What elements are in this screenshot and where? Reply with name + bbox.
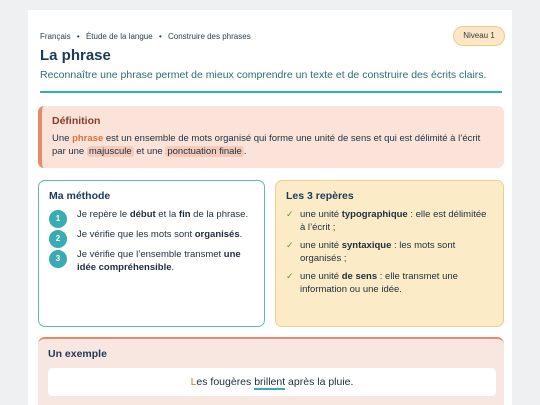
chip-ponctuation: ponctuation finale <box>167 146 242 157</box>
repere-bold: de sens <box>341 271 378 282</box>
repere-item <box>286 239 493 265</box>
step-text: . <box>171 262 175 273</box>
repere-text: : elle est délimitée à l’écrit ; <box>300 209 487 233</box>
breadcrumb-item-subject[interactable]: Français <box>40 32 71 41</box>
repere-text: une unité <box>300 240 342 251</box>
sentence-text: es fougères <box>196 376 255 388</box>
step-text: . <box>239 229 243 240</box>
checkmark-icon: ✓ <box>286 209 294 219</box>
reperes-box <box>275 180 504 327</box>
example-heading: Un exemple <box>48 348 107 360</box>
definition-text-part: Une <box>52 133 73 144</box>
page-subtitle: Reconnaître une phrase permet de mieux comprendre un texte et de construire des écrits clairs. <box>40 69 487 81</box>
definition-text-part: est un ensemble de mots organisé qui forme une unité de sens et qui est délimité à l’écrit par une <box>52 133 481 157</box>
page-title: La phrase <box>40 47 111 64</box>
method-heading: Ma méthode <box>49 190 111 202</box>
definition-text <box>52 132 494 158</box>
example-sentence <box>48 368 496 396</box>
step-bold: une idée compréhensible <box>77 249 241 273</box>
lesson-sheet <box>28 10 512 405</box>
step-text: Je vérifie que l’ensemble transmet <box>77 249 224 260</box>
step-text: Je vérifie que les mots sont <box>77 229 195 240</box>
breadcrumb-item-chapter[interactable]: Construire des phrases <box>167 32 251 41</box>
sentence-text: après la pluie. <box>285 376 354 388</box>
repere-text: une unité <box>300 209 342 220</box>
checkmark-icon: ✓ <box>286 240 294 250</box>
repere-bold: typographique <box>341 209 408 220</box>
definition-box <box>38 106 504 168</box>
chip-majuscule: majuscule <box>88 146 132 157</box>
step-bold: début <box>129 209 156 220</box>
step-bold: fin <box>178 209 191 220</box>
method-step <box>49 208 254 221</box>
repere-text: une unité <box>300 271 342 282</box>
step-number-badge: 3 <box>49 250 67 268</box>
level-badge: Niveau 1 <box>453 26 505 46</box>
breadcrumb-item-domain[interactable]: Étude de la langue <box>85 32 153 41</box>
breadcrumb-separator: • <box>158 32 162 41</box>
step-number-badge: 2 <box>49 230 67 248</box>
breadcrumb-separator: • <box>76 32 80 41</box>
definition-keyword: phrase <box>72 133 104 144</box>
sentence-verb: brillent <box>254 376 286 388</box>
definition-text-part: et une <box>133 146 166 157</box>
breadcrumb <box>40 32 251 41</box>
repere-item <box>286 208 493 234</box>
method-step <box>49 228 254 241</box>
step-bold: organisés <box>194 229 240 240</box>
repere-text: : les mots sont organisés ; <box>300 240 456 264</box>
definition-text-part: . <box>243 146 247 157</box>
repere-bold: syntaxique <box>341 240 392 251</box>
example-box <box>38 337 504 405</box>
title-divider <box>40 91 502 93</box>
method-box <box>38 180 265 327</box>
repere-text: : elle transmet une information ou une idée. <box>300 271 458 295</box>
sentence-capital: L <box>190 376 197 388</box>
reperes-heading: Les 3 repères <box>286 190 354 202</box>
step-text: Je repère le <box>77 209 130 220</box>
step-number-badge: 1 <box>49 210 67 228</box>
step-text: de la phrase. <box>190 209 249 220</box>
checkmark-icon: ✓ <box>286 271 294 281</box>
step-text: et la <box>155 209 179 220</box>
repere-item <box>286 270 493 296</box>
definition-heading: Définition <box>52 115 101 127</box>
method-step <box>49 248 254 274</box>
